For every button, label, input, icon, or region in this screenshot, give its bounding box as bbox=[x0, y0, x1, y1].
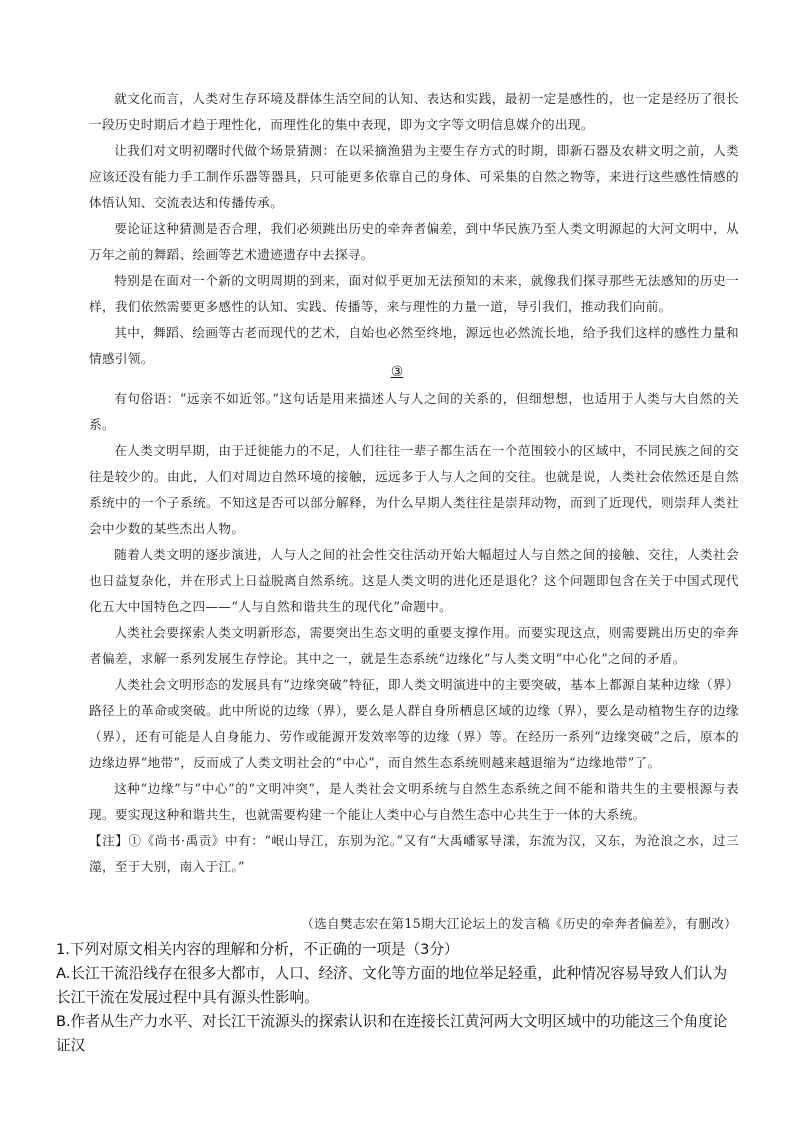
paragraph-art-guidance: 其中，舞蹈、绘画等古老而现代的艺术，自始也必然至终地，源远也必然流长地，给予我们这样的感性力量和情感引领。 bbox=[89, 325, 739, 366]
question-1-stem: 1.下列对原文相关内容的理解和分析，不正确的一项是（3分） bbox=[56, 941, 459, 958]
paragraph-proverb: 有句俗语：“远亲不如近邻。”这句话是用来描述人与人之间的关系的，但细想想，也适用于人类与大自然的关系。 bbox=[89, 391, 739, 432]
paragraph-social-interaction: 随着人类文明的逐步演进，人与人之间的社会性交往活动开始大幅超过人与自然之间的接触、交往，人类社会也日益复杂化，并在形式上日益脱离自然系统。这是人类文明的进化还是退化？这个问题即包含在关于中国式现代化五大中国特色之四——“人与自然和谐共生的现代化”命题中。 bbox=[89, 547, 739, 614]
option-b: B.作者从生产力水平、对长江干流源头的探索认识和在连接长江黄河两大文明区域中的功能这三个角度论证汉 bbox=[56, 1013, 728, 1054]
section-number-3: ③ bbox=[390, 364, 404, 380]
paragraph-early-civilization: 在人类文明早期，由于迁徙能力的不足，人们往往一辈子都生活在一个范围较小的区域中，不同民族之间的交往是较少的。由此，人们对周边自然环境的接触，远远多于人与人之间的交往。也就是说，人类社会依然还是自然系统中的一个子系统。不知这是否可以部分解释，为什么早期人类往往是崇拜动物，而到了近现代，则崇拜人类社会中少数的某些杰出人物。 bbox=[89, 443, 739, 536]
footnote: 【注】①《尚书·禹贡》中有：“岷山导江，东别为沱。”又有“大禹嶓冢导漾，东流为汉，又东，为沧浪之水，过三澨，至于大别，南入于江。” bbox=[89, 833, 739, 874]
paragraph-scene-guess: 让我们对文明初曙时代做个场景猜测：在以采摘渔猎为主要生存方式的时期，即新石器及农耕文明之前，人类应该还没有能力手工制作乐器等器具，只可能更多依靠自己的身体、可采集的自然之物等，来进行这些感性情感的体悟认知、交流表达和传播传承。 bbox=[89, 143, 739, 210]
article-lower-block bbox=[89, 386, 739, 880]
paragraph-verify-guess: 要论证这种猜测是否合理，我们必须跳出历史的牵奔者偏差，到中华民族乃至人类文明源起的大河文明中，从万年之前的舞蹈、绘画等艺术遗迹遗存中去探寻。 bbox=[89, 221, 739, 262]
paragraph-new-civilization-cycle: 特别是在面对一个新的文明周期的到来，面对似乎更加无法预知的未来，就像我们探寻那些无法感知的历史一样，我们依然需要更多感性的认知、实践、传播等，来与理性的力量一道，导引我们，推动我们向前。 bbox=[89, 273, 739, 314]
source-attribution: （选自樊志宏在第15期大江论坛上的发言稿《历史的牵奔者偏差》，有删改） bbox=[301, 916, 737, 931]
paragraph-ecological-civilization: 人类社会要探索人类文明新形态，需要突出生态文明的重要支撑作用。而要实现这点，则需要跳出历史的牵奔者偏差，求解一系列发展生存悖论。其中之一，就是生态系统“边缘化”与人类文明“中心化”之间的矛盾。 bbox=[89, 625, 739, 666]
paragraph-culture-perception: 就文化而言，人类对生存环境及群体生活空间的认知、表达和实践，最初一定是感性的，也一定是经历了很长一段历史时期后才趋于理性化，而理性化的集中表现，即为文字等文明信息媒介的出现。 bbox=[89, 91, 739, 132]
option-a: A.长江干流沿线存在很多大都市，人口、经济、文化等方面的地位举足轻重，此种情况容易导致人们认为长江干流在发展过程中具有源头性影响。 bbox=[56, 965, 728, 1006]
paragraph-edge-breakthrough: 人类社会文明形态的发展具有“边缘突破”特征，即人类文明演进中的主要突破，基本上都源自某种边缘（界）路径上的革命或突破。此中所说的边缘（界），要么是人群自身所栖息区域的边缘（界），要么是动植物生存的边缘（界），还有可能是人自身能力、劳作或能源开发效率等的边缘（界）等。在经历一系列“边缘突破”之后，原本的边缘边界“地带”，反而成了人类文明社会的“中心”，而自然生态系统则越来越退缩为“边缘地带”了。 bbox=[89, 677, 739, 770]
paragraph-civilization-conflict: 这种“边缘”与“中心”的“文明冲突”，是人类社会文明系统与自然生态系统之间不能和谐共生的主要根源与表现。要实现这种和谐共生，也就需要构建一个能让人类中心与自然生态中心共生于一体的大系统。 bbox=[89, 781, 739, 822]
article-upper-block bbox=[89, 86, 739, 372]
